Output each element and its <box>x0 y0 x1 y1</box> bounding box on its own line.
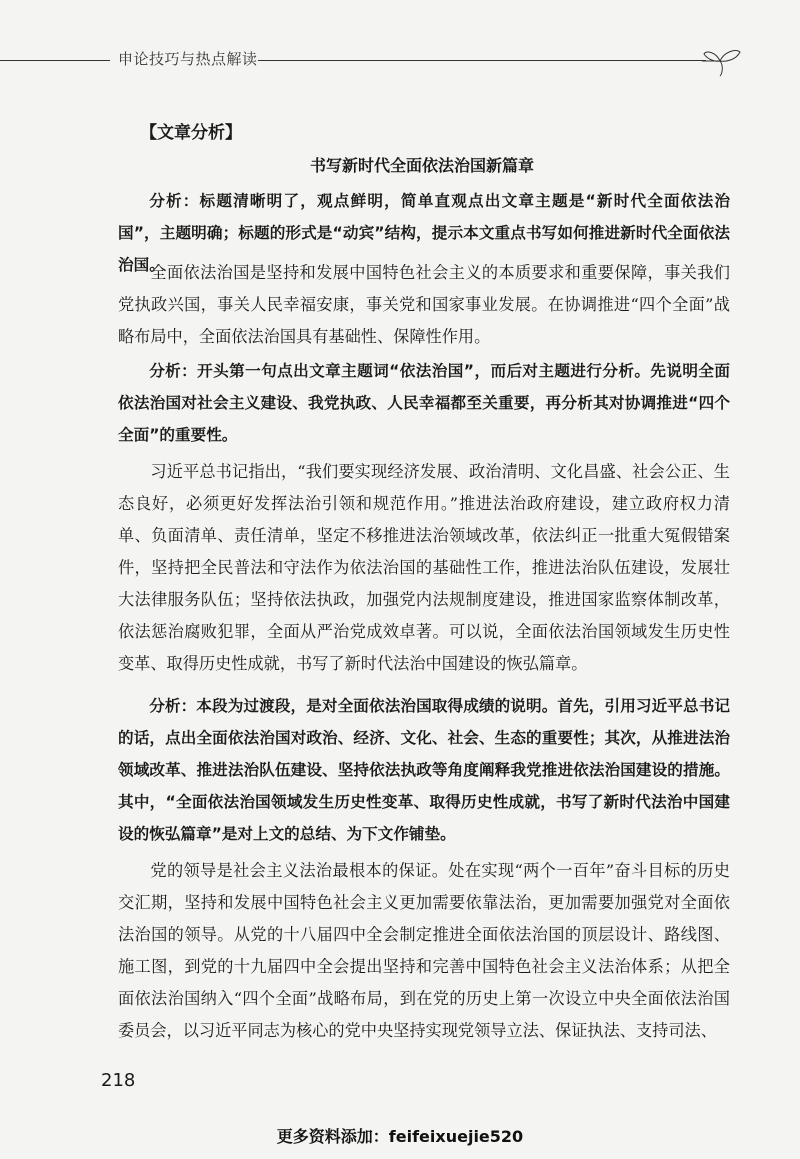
header-title: 申论技巧与热点解读 <box>118 50 258 68</box>
section-label: 【文章分析】 <box>140 123 242 143</box>
running-header <box>0 44 800 74</box>
body-paragraph: 全面依法治国是坚持和发展中国特色社会主义的本质要求和重要保障，事关我们党执政兴国，事关人民幸福安康，事关党和国家事业发展。在协调推进“四个全面”战略布局中，全面依法治国具有基础性、保障性作用。 <box>118 263 730 346</box>
body-paragraph: 党的领导是社会主义法治最根本的保证。处在实现“两个一百年”奋斗目标的历史交汇期，坚持和发展中国特色社会主义更加需要依靠法治，更加需要加强党对全面依法治国的领导。从党的十八届四中全会制定推进全面依法治国的顶层设计、路线图、施工图，到党的十九届四中全会提出坚持和完善中国特色社会主义法治体系；从把全面依法治国纳入“四个全面”战略布局，到在党的历史上第一次设立中央全面依法治国委员会，以习近平同志为核心的党中央坚持实现党领导立法、保证执法、支持司法、 <box>118 861 730 1040</box>
analysis-paragraph: 分析：本段为过渡段，是对全面依法治国取得成绩的说明。首先，引用习近平总书记的话，点出全面依法治国对政治、经济、文化、社会、生态的重要性；其次，从推进法治领域改革、推进法治队伍建设、坚持依法执政等角度阐释我党推进依法治国建设的措施。其中，“全面依法治国领域发生历史性变革、取得历史性成就，书写了新时代法治中国建设的恢弘篇章”是对上文的总结、为下文作铺垫。 <box>118 697 730 843</box>
header-rule-right <box>258 60 706 61</box>
header-rule-left <box>0 60 110 61</box>
page-number: 218 <box>101 1070 136 1091</box>
footer-note: 更多资料添加：feifeixuejie520 <box>276 1127 524 1146</box>
analysis-paragraph: 分析：开头第一句点出文章主题词“依法治国”，而后对主题进行分析。先说明全面依法治国对社会主义建设、我党执政、人民幸福都至关重要，再分析其对协调推进“四个全面”的重要性。 <box>118 362 730 444</box>
article-title: 书写新时代全面依法治国新篇章 <box>310 156 535 175</box>
sprout-icon <box>700 44 742 78</box>
analysis-paragraph: 分析：标题清晰明了，观点鲜明，简单直观点出文章主题是“新时代全面依法治国”，主题明确；标题的形式是“动宾”结构，提示本文重点书写如何推进新时代全面依法治国。 <box>118 192 730 274</box>
body-paragraph: 习近平总书记指出，“我们要实现经济发展、政治清明、文化昌盛、社会公正、生态良好，必须更好发挥法治引领和规范作用。”推进法治政府建设，建立政府权力清单、负面清单、责任清单，坚定不移推进法治领域改革，依法纠正一批重大冤假错案件，坚持把全民普法和守法作为依法治国的基础性工作，推进法治队伍建设，发展壮大法律服务队伍；坚持依法执政，加强党内法规制度建设，推进国家监察体制改革，依法惩治腐败犯罪，全面从严治党成效卓著。可以说，全面依法治国领域发生历史性变革、取得历史性成就，书写了新时代法治中国建设的恢弘篇章。 <box>118 462 730 673</box>
